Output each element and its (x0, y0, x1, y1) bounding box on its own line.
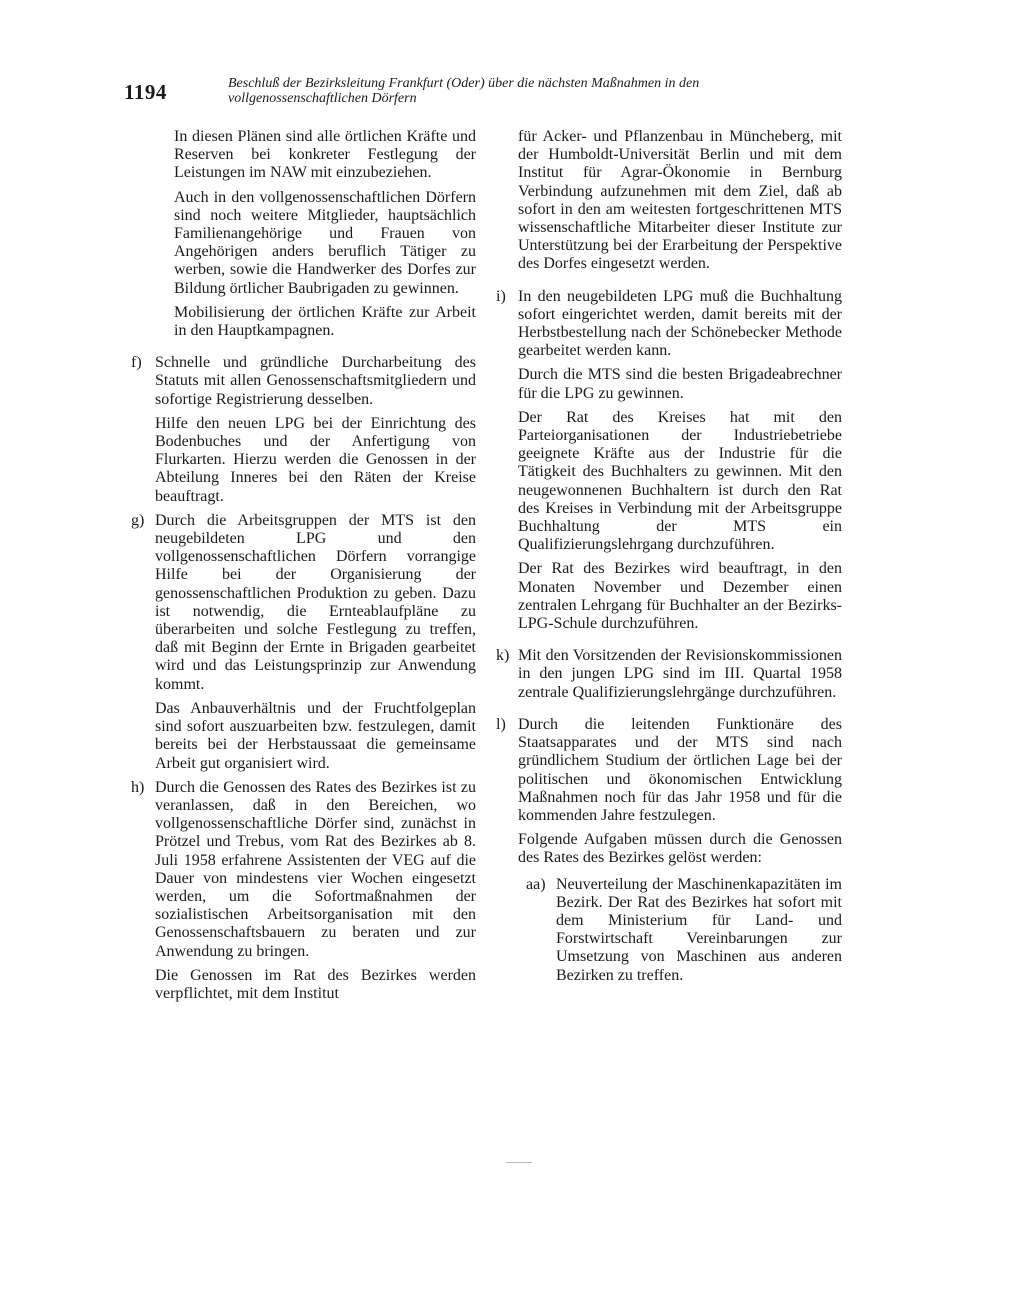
list-item-l (496, 716, 842, 825)
list-item-k (496, 647, 842, 702)
right-column (496, 128, 842, 991)
item-label: g) (131, 511, 145, 529)
running-title: Beschluß der Bezirksleitung Frankfurt (Oder) über die nächsten Maßnahmen in den vollgenossenschaftlichen Dörfern (228, 76, 700, 106)
paragraph: Mobilisierung der örtlichen Kräfte zur Arbeit in den Hauptkampagnen. (174, 303, 476, 340)
list-item-i (496, 288, 842, 361)
item-label: k) (496, 647, 510, 665)
list-item-g (124, 512, 476, 694)
page-number: 1194 (124, 80, 167, 104)
item-text: Neuverteilung der Maschinenkapazitäten im Bezirk. Der Rat des Bezirkes hat sofort mit dem Ministerium für Land- und Forstwirtschaft Vereinbarungen zur Umsetzung von Maschinen aus anderen Bezirken zu treffen. (556, 875, 842, 984)
item-label: i) (496, 287, 506, 305)
item-text: Schnelle und gründliche Durcharbeitung des Statuts mit allen Genossenschaftsmitgliedern und sofortige Registrierung desselben. (155, 354, 476, 408)
list-item-f (124, 354, 476, 409)
item-text: Durch die leitenden Funktionäre des Staatsapparates und der MTS sind nach gründlichem Studium der örtlichen Lage bei der politischen und ökonomischen Entwicklung Maßnahmen noch für das Jahr 1958 und für die kommenden Jahre festzulegen. (518, 715, 842, 824)
item-text: Durch die Genossen des Rates des Bezirkes ist zu veranlassen, daß in den Bereichen, wo vollgenossenschaftliche Dörfer sind, zunächst in Prötzel und Trebus, vom Rat des Bezirkes ab 8. Juli 1958 erfahrene Assistenten der VEG auf die Dauer von mindestens vier Wochen eingesetzt werden, um die Sofortmaßnahmen der sozialistischen Arbeitsorganisation mit den Genossenschaftsbauern zu beraten und zur Anwendung zu bringen. (155, 778, 476, 960)
print-mark (506, 1162, 532, 1163)
item-label: f) (131, 354, 142, 372)
item-label: aa) (526, 875, 546, 893)
paragraph: für Acker- und Pflanzenbau in Müncheberg, mit der Humboldt-Universität Berlin und mit dem Institut für Agrar-Ökonomie in Bernburg Verbindung aufzunehmen mit dem Ziel, daß ab sofort in den am weitesten fortgeschrittenen MTS wissenschaftliche Mitarbeiter dieser Institute zur Unterstützung bei der Erarbeitung der Perspektive des Dorfes eingesetzt werden. (518, 128, 842, 273)
paragraph: Der Rat des Kreises hat mit den Parteiorganisationen der Industriebetriebe geeignete Kräfte aus der Industrie für die Tätigkeit des Buchhalters zu gewinnen. Mit den neugewonnenen Buchhaltern ist durch den Rat des Kreises in Verbindung mit der Arbeitsgruppe Buchhaltung der MTS ein Qualifizierungslehrgang durchzuführen. (518, 408, 842, 554)
list-item-h (124, 779, 476, 961)
paragraph: Auch in den vollgenossenschaftlichen Dörfern sind noch weitere Mitglieder, hauptsächlich Familienangehörige und Frauen von Angehörigen anders beruflich Tätiger zu werben, sowie die Handwerker des Dorfes zur Bildung örtlicher Baubrigaden zu gewinnen. (174, 188, 476, 297)
paragraph: Der Rat des Bezirkes wird beauftragt, in den Monaten November und Dezember einen zentralen Lehrgang für Buchhalter an der Bezirks-LPG-Schule durchzuführen. (518, 560, 842, 633)
sub-item-aa (496, 876, 842, 985)
item-label: h) (131, 778, 145, 796)
paragraph: Durch die MTS sind die besten Brigadeabrechner für die LPG zu gewinnen. (518, 366, 842, 402)
paragraph: Folgende Aufgaben müssen durch die Genossen des Rates des Bezirkes gelöst werden: (518, 831, 842, 867)
paragraph: Die Genossen im Rat des Bezirkes werden verpflichtet, mit dem Institut (155, 966, 476, 1002)
item-text: Mit den Vorsitzenden der Revisionskommissionen in den jungen LPG sind im III. Quartal 1958 zentrale Qualifizierungslehrgänge durchzuführen. (518, 647, 842, 701)
page-header (124, 76, 844, 110)
item-text: Durch die Arbeitsgruppen der MTS ist den neugebildeten LPG und den vollgenossenschaftlichen Dörfern vorrangige Hilfe bei der Organisierung der genossenschaftlichen Produktion zu geben. Dazu ist notwendig, die Ernteablaufpläne zu überarbeiten und solche Festlegung zu treffen, daß mit Beginn der Ernte in Brigaden gearbeitet wird und das Leistungsprinzip zur Anwendung kommt. (155, 511, 476, 693)
item-label: l) (496, 715, 506, 733)
paragraph: In diesen Plänen sind alle örtlichen Kräfte und Reserven bei konkreter Festlegung der Leistungen im NAW mit einzubeziehen. (174, 128, 476, 182)
paragraph: Hilfe den neuen LPG bei der Einrichtung des Bodenbuches und der Anfertigung von Flurkarten. Hierzu werden die Genossen in der Abteilung Inneres bei den Räten der Kreise beauftragt. (155, 414, 476, 505)
paragraph: Das Anbauverhältnis und der Fruchtfolgeplan sind sofort auszuarbeiten bzw. festzulegen, damit bereits bei der Herbstaussaat die gemeinsame Arbeit gut organisiert wird. (155, 699, 476, 772)
item-text: In den neugebildeten LPG muß die Buchhaltung sofort eingerichtet werden, damit bereits mit der Herbstbestellung nach der Schönebecker Methode gearbeitet werden kann. (518, 287, 842, 360)
left-column (124, 128, 476, 1009)
